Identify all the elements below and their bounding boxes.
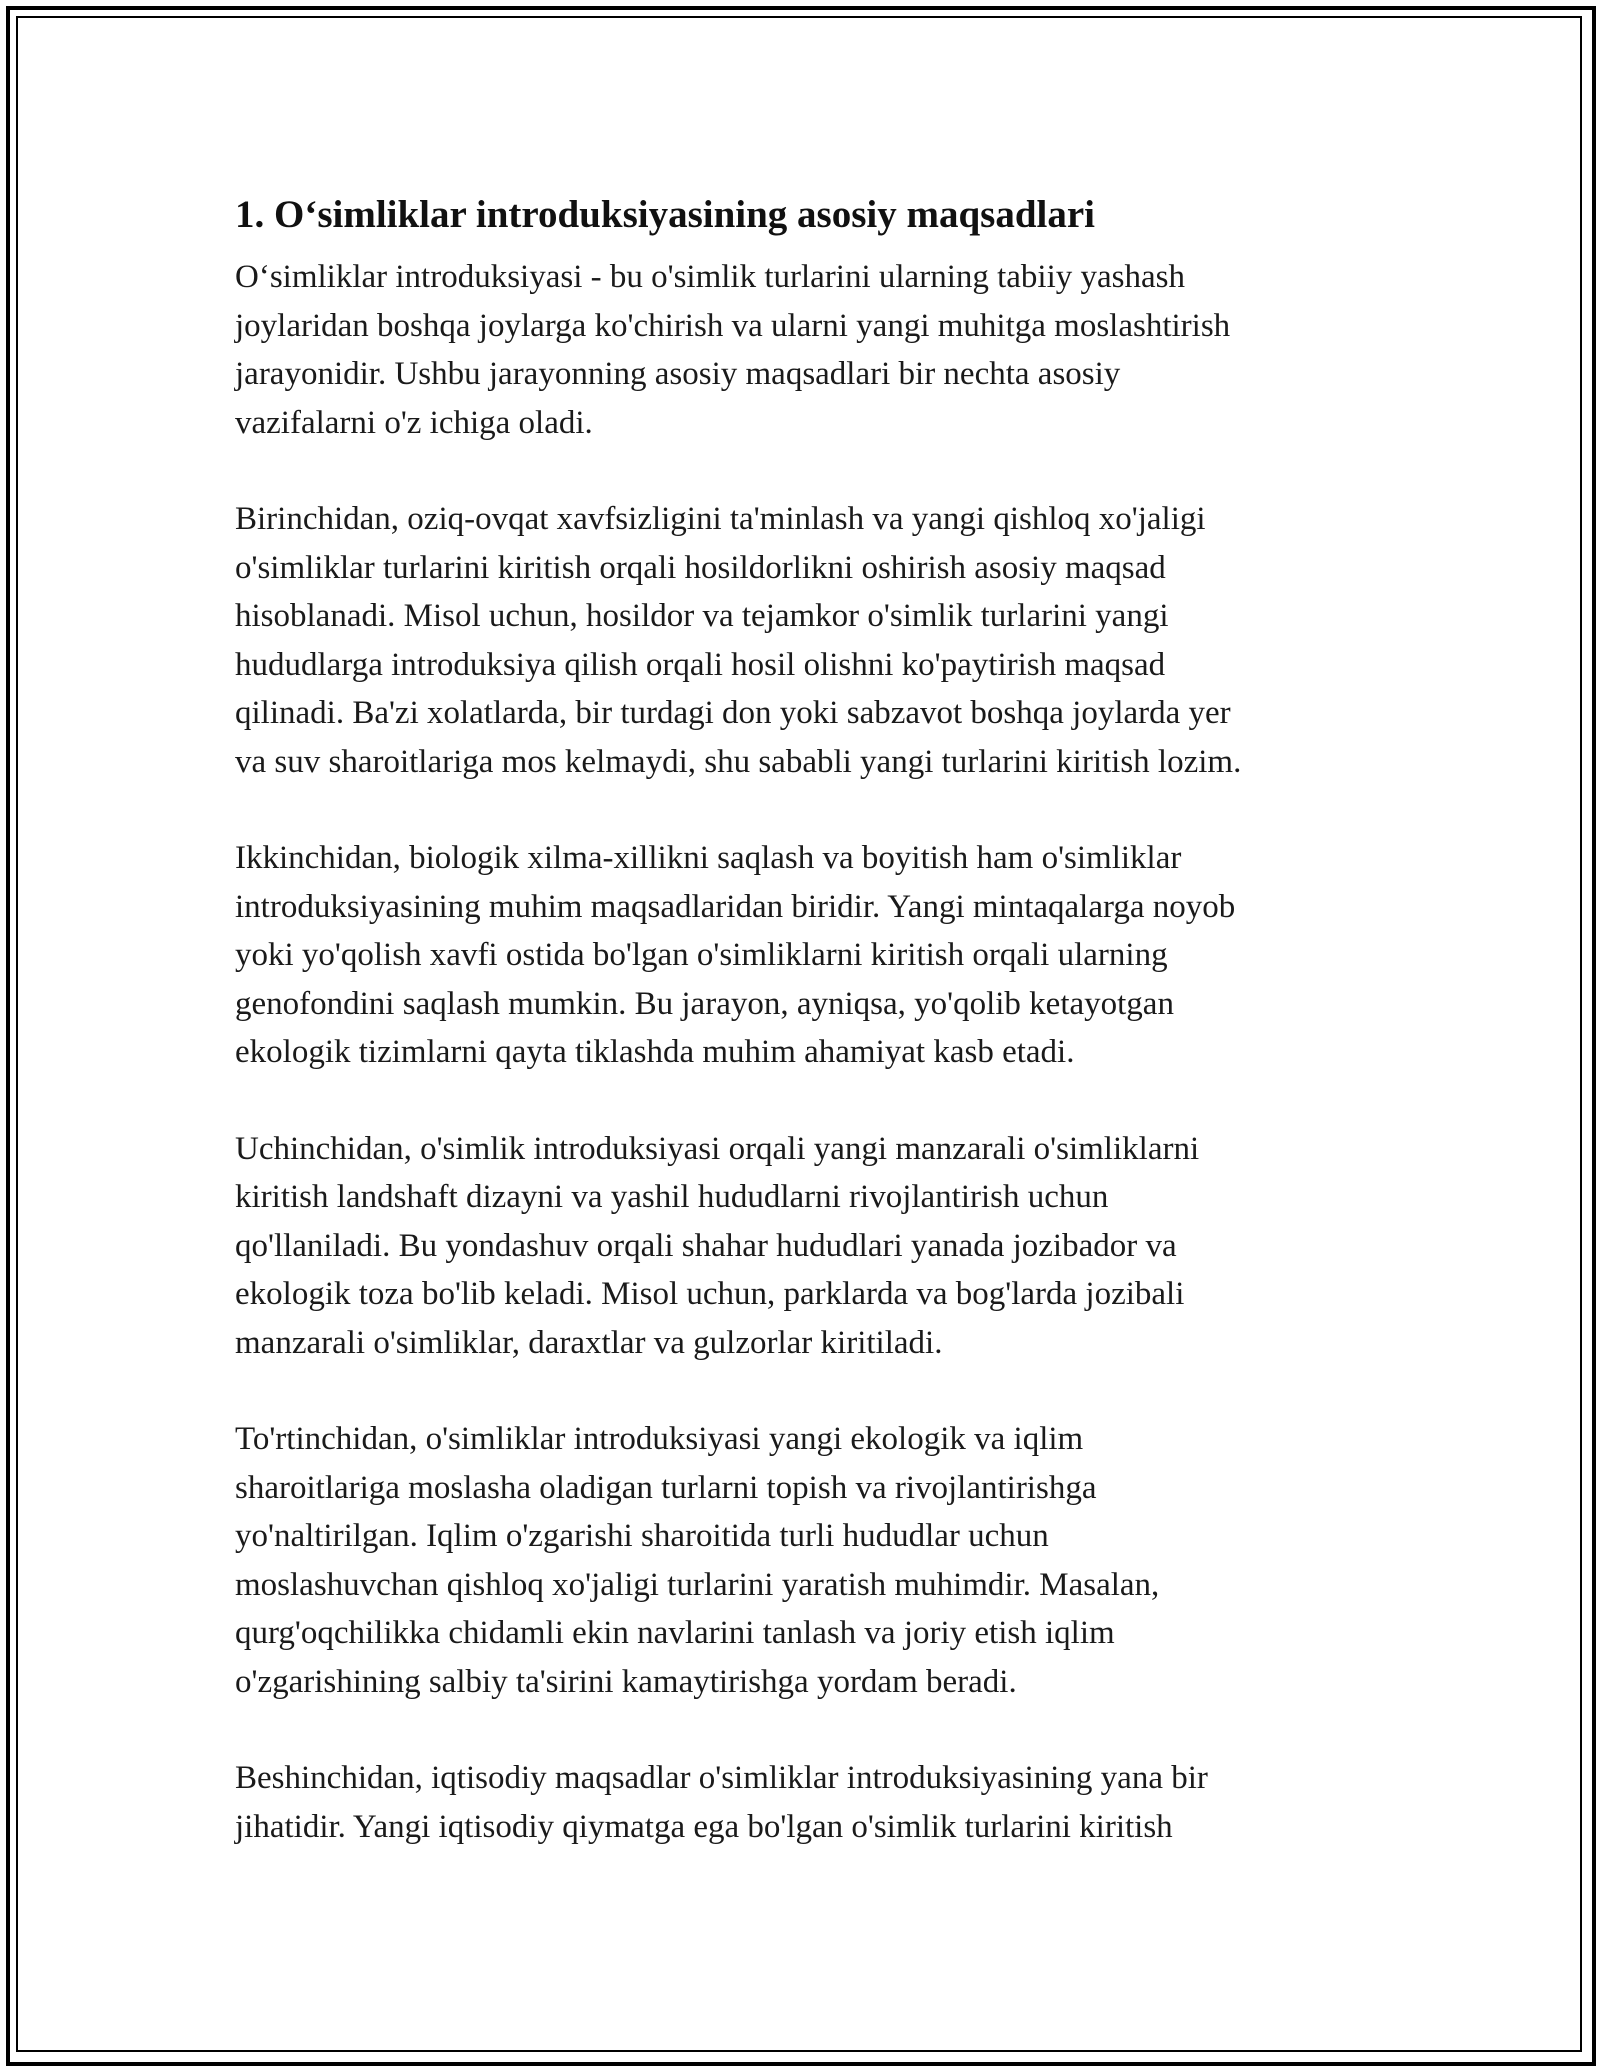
paragraph-line: hududlarga introduksiya qilish orqali hosil olishni ko'paytirish maqsad (235, 646, 1166, 683)
paragraph (235, 253, 1375, 447)
paragraph-line: To'rtinchidan, o'simliklar introduksiyasi yangi ekologik va iqlim (235, 1421, 1084, 1457)
paragraph-line: qilinadi. Ba'zi xolatlarda, bir turdagi don yoki sabzavot boshqa joylarda yer (235, 695, 1231, 731)
paragraph-line: jarayonidir. Ushbu jarayonning asosiy maqsadlari bir nechta asosiy (235, 356, 1121, 392)
paragraph-line: qurg'oqchilikka chidamli ekin navlarini tanlash va joriy etish iqlim (235, 1615, 1115, 1651)
paragraph (235, 1754, 1375, 1851)
paragraph-line: joylaridan boshqa joylarga ko'chirish va ularni yangi muhitga moslashtirish (235, 307, 1231, 344)
paragraph-line: o'zgarishining salbiy ta'sirini kamaytirishga yordam beradi. (235, 1663, 1017, 1700)
paragraph (235, 495, 1375, 786)
paragraph-line: moslashuvchan qishloq xo'jaligi turlarini yaratish muhimdir. Masalan, (235, 1566, 1160, 1603)
paragraph-line: Birinchidan, oziq-ovqat xavfsizligini ta'minlash va yangi qishloq xo'jaligi (235, 501, 1206, 537)
paragraph-line: introduksiyasining muhim maqsadlaridan biridir. Yangi mintaqalarga noyob (235, 888, 1236, 925)
paragraph-line: Uchinchidan, o'simlik introduksiyasi orqali yangi manzarali o'simliklarni (235, 1130, 1200, 1167)
paragraph-list (235, 253, 1375, 1851)
document-body (235, 185, 1375, 1899)
paragraph-line: yo'naltirilgan. Iqlim o'zgarishi sharoitida turli hududlar uchun (235, 1518, 1049, 1554)
paragraph (235, 1125, 1375, 1368)
paragraph-line: ekologik tizimlarni qayta tiklashda muhim ahamiyat kasb etadi. (235, 1034, 1075, 1070)
paragraph-line: qo'llaniladi. Bu yondashuv orqali shahar hududlari yanada jozibador va (235, 1227, 1177, 1264)
paragraph-line: Beshinchidan, iqtisodiy maqsadlar o'simliklar introduksiyasining yana bir (235, 1760, 1208, 1796)
paragraph-line: manzarali o'simliklar, daraxtlar va gulzorlar kiritiladi. (235, 1324, 943, 1361)
paragraph-line: jihatidir. Yangi iqtisodiy qiymatga ega bo'lgan o'simlik turlarini kiritish (235, 1808, 1173, 1845)
paragraph-line: sharoitlariga moslasha oladigan turlarni topish va rivojlantirishga (235, 1469, 1097, 1506)
paragraph-line: genofondini saqlash mumkin. Bu jarayon, ayniqsa, yo'qolib ketayotgan (235, 985, 1174, 1022)
section-heading: 1. O‘simliklar introduksiyasining asosiy maqsadlari (235, 193, 1096, 236)
paragraph-line: vazifalarni o'z ichiga oladi. (235, 404, 593, 441)
paragraph-line: O‘simliklar introduksiyasi - bu o'simlik turlarini ularning tabiiy yashash (235, 259, 1185, 295)
paragraph-line: kiritish landshaft dizayni va yashil hududlarni rivojlantirish uchun (235, 1179, 1109, 1215)
paragraph-line: hisoblanadi. Misol uchun, hosildor va tejamkor o'simlik turlarini yangi (235, 598, 1169, 634)
paragraph (235, 834, 1375, 1077)
paragraph-line: Ikkinchidan, biologik xilma-xillikni saqlash va boyitish ham o'simliklar (235, 840, 1182, 876)
paragraph-line: o'simliklar turlarini kiritish orqali hosildorlikni oshirish asosiy maqsad (235, 549, 1166, 586)
paragraph-line: ekologik toza bo'lib keladi. Misol uchun, parklarda va bog'larda jozibali (235, 1276, 1185, 1312)
paragraph-line: yoki yo'qolish xavfi ostida bo'lgan o'simliklarni kiritish orqali ularning (235, 937, 1168, 973)
paragraph (235, 1415, 1375, 1706)
paragraph-line: va suv sharoitlariga mos kelmaydi, shu sababli yangi turlarini kiritish lozim. (235, 743, 1242, 780)
